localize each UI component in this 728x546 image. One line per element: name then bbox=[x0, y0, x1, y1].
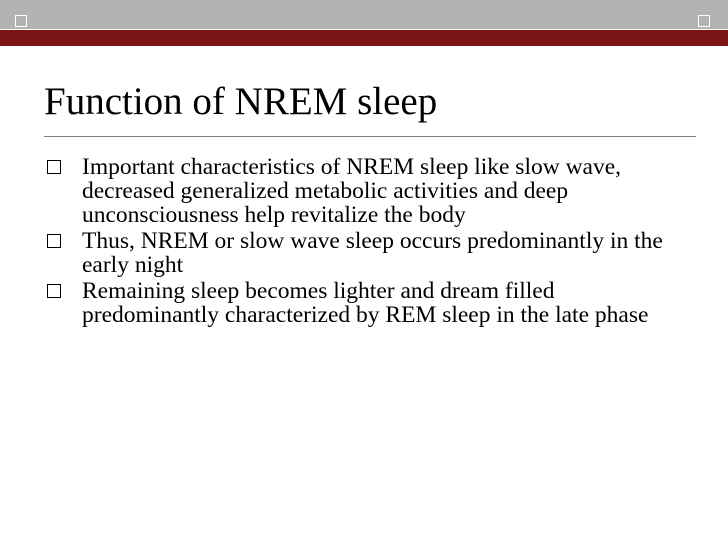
bullet-text: Important characteristics of NREM sleep like slow wave, decreased generalized metabolic activities and deep unconsciousness help revitalize the body bbox=[82, 154, 622, 228]
title-underline bbox=[44, 136, 696, 137]
slide-title: Function of NREM sleep bbox=[44, 80, 438, 123]
bullet-item bbox=[44, 155, 694, 227]
header-band-maroon bbox=[0, 30, 728, 46]
bullet-item bbox=[44, 279, 694, 327]
hollow-square-bullet-icon bbox=[47, 284, 61, 298]
bullet-item bbox=[44, 229, 694, 277]
bullet-list bbox=[44, 155, 694, 329]
hollow-square-bullet-icon bbox=[47, 234, 61, 248]
header-band-divider bbox=[0, 29, 728, 30]
hollow-square-bullet-icon bbox=[47, 160, 61, 174]
bullet-text: Remaining sleep becomes lighter and dream filled predominantly characterized by REM sleep in the late phase bbox=[82, 278, 649, 328]
corner-square-right-icon bbox=[698, 15, 710, 27]
bullet-text: Thus, NREM or slow wave sleep occurs predominantly in the early night bbox=[82, 228, 663, 278]
header-band-gray bbox=[0, 0, 728, 30]
header-band bbox=[0, 0, 728, 46]
corner-square-left-icon bbox=[15, 15, 27, 27]
